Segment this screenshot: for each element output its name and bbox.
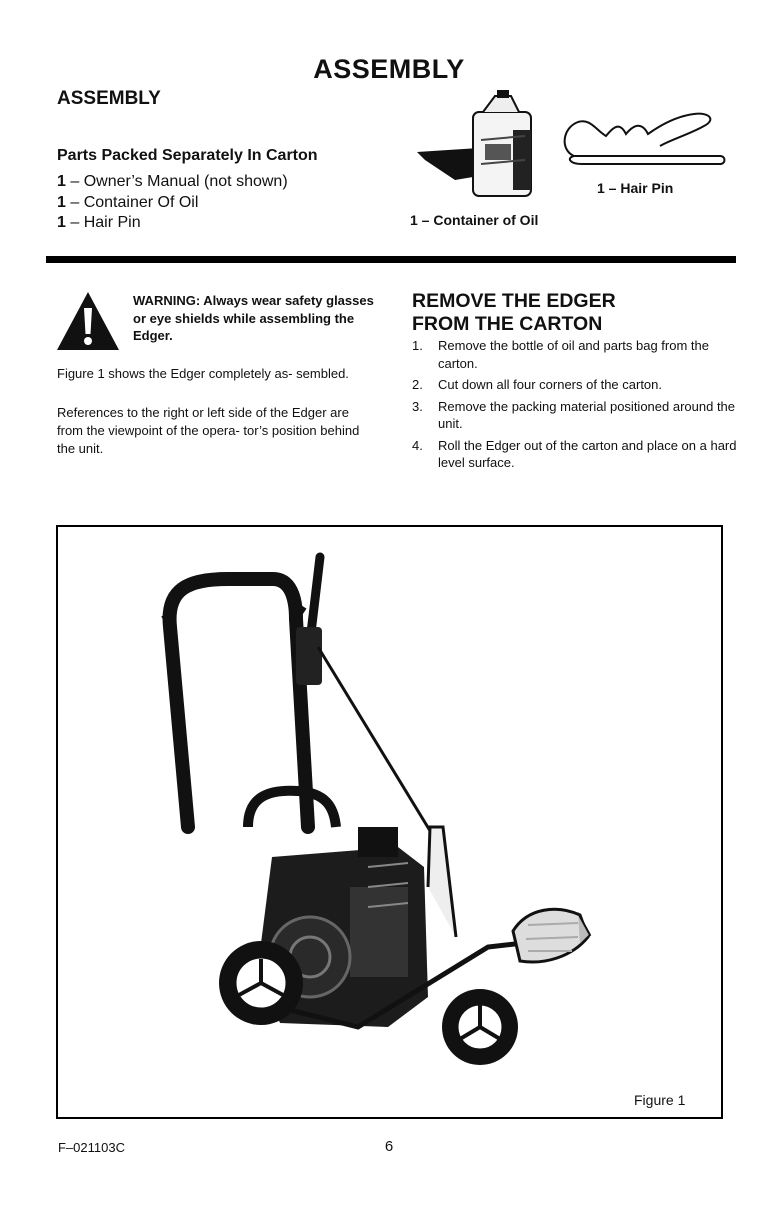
intro-paragraph-1: Figure 1 shows the Edger completely as- sembled. <box>57 366 349 381</box>
step-text: Remove the packing material positioned around the unit. <box>438 398 736 431</box>
hair-pin-illustration <box>560 110 730 172</box>
figure-caption: Figure 1 <box>634 1092 686 1108</box>
step-number: 4. <box>412 437 423 453</box>
step-text: Roll the Edger out of the carton and place on a hard level surface. <box>438 437 737 470</box>
list-item <box>57 193 288 214</box>
list-item <box>412 398 737 433</box>
warning-triangle-icon <box>56 290 120 352</box>
part-label: – Owner’s Manual (not shown) <box>65 173 288 190</box>
figure-frame <box>56 525 723 1119</box>
step-number: 3. <box>412 398 423 414</box>
step-number: 1. <box>412 338 423 353</box>
list-item <box>57 172 288 193</box>
intro-paragraph-2: References to the right or left side of the Edger are from the viewpoint of the opera- tor’s position behind the unit. <box>57 405 360 456</box>
page-number: 6 <box>384 1138 394 1155</box>
step-text: Remove the bottle of oil and parts bag from the carton. <box>438 338 709 371</box>
pin-caption: 1 – Hair Pin <box>597 180 674 196</box>
section-title: ASSEMBLY <box>57 88 161 109</box>
list-item <box>412 437 737 472</box>
section-divider <box>46 256 736 263</box>
list-item <box>412 376 737 394</box>
parts-list <box>57 172 288 234</box>
edger-illustration <box>58 527 721 1117</box>
warning-text: WARNING: Always wear safety glasses or eye shields while assembling the Edger. <box>133 293 374 343</box>
list-item <box>57 213 288 234</box>
oil-caption: 1 – Container of Oil <box>410 212 539 228</box>
part-qty: 1 <box>57 173 66 190</box>
page-title: ASSEMBLY <box>313 54 465 84</box>
remove-heading-line-1: REMOVE THE EDGER <box>412 290 616 312</box>
remove-heading-line-2: FROM THE CARTON <box>412 313 603 335</box>
part-label: – Container Of Oil <box>65 193 199 211</box>
part-label: – Hair Pin <box>65 214 141 231</box>
step-number: 2. <box>412 377 423 392</box>
part-qty: 1 <box>57 193 66 211</box>
list-item <box>412 337 737 372</box>
removal-steps <box>412 337 737 476</box>
document-code: F–021103C <box>58 1140 125 1155</box>
part-qty: 1 <box>57 214 66 231</box>
parts-heading: Parts Packed Separately In Carton <box>57 147 318 164</box>
remove-edger-heading <box>412 290 732 336</box>
step-text: Cut down all four corners of the carton. <box>438 377 663 392</box>
oil-container-illustration <box>415 90 545 205</box>
